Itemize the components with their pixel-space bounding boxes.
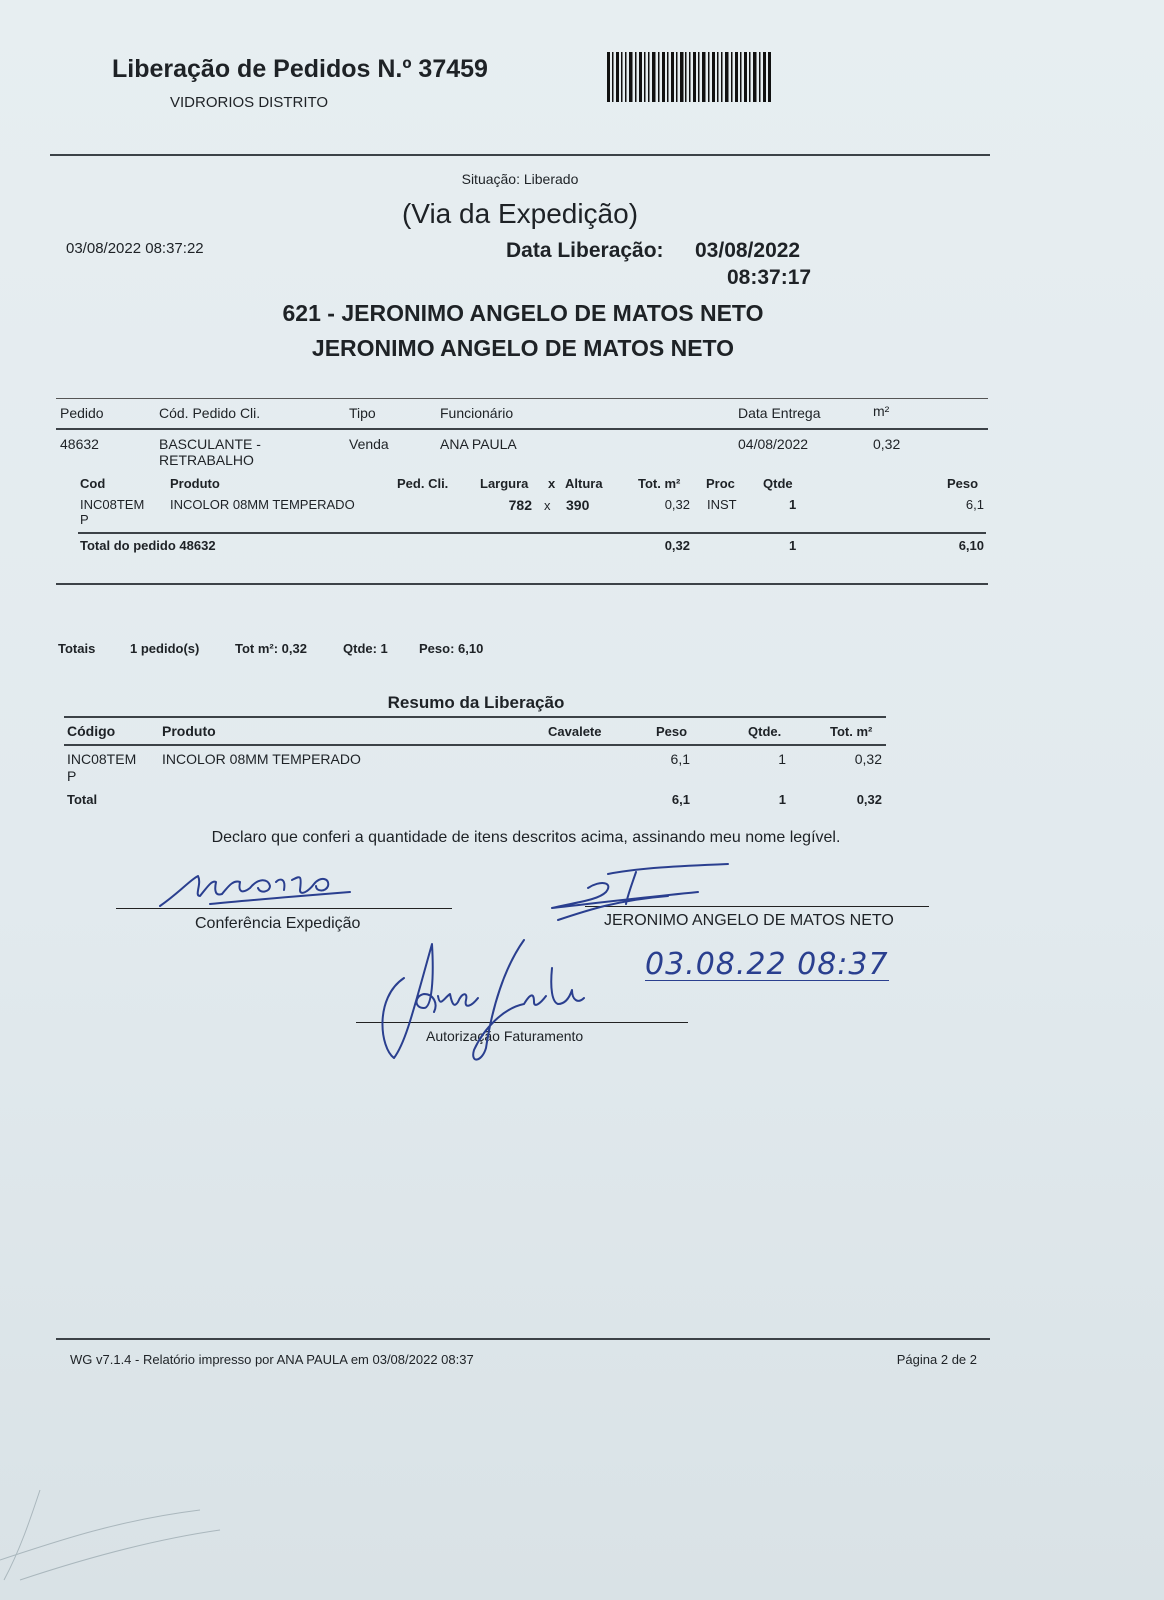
item-produto: INCOLOR 08MM TEMPERADO xyxy=(170,497,355,512)
summary-codigo-2: P xyxy=(67,768,77,784)
cliente-signature xyxy=(548,860,768,940)
col-m2: m² xyxy=(873,403,890,419)
summary-col-qtde: Qtde. xyxy=(748,724,782,739)
item-col-ped-cli: Ped. Cli. xyxy=(397,476,449,491)
data-liberacao-time: 08:37:17 xyxy=(727,266,812,289)
via-label: (Via da Expedição) xyxy=(401,198,639,229)
item-total-rule xyxy=(78,532,986,534)
autorizacao-signature xyxy=(374,938,604,1068)
item-col-peso: Peso xyxy=(947,476,979,491)
footer-page-number: Página 2 de 2 xyxy=(896,1352,977,1367)
print-datetime: 03/08/2022 08:37:22 xyxy=(66,240,204,257)
col-tipo: Tipo xyxy=(349,405,376,421)
barcode xyxy=(607,52,772,102)
summary-produto: INCOLOR 08MM TEMPERADO xyxy=(162,751,361,767)
order-pedido: 48632 xyxy=(60,436,99,452)
summary-col-produto: Produto xyxy=(162,723,216,739)
item-col-x: x xyxy=(548,476,556,491)
item-col-cod: Cod xyxy=(80,476,106,491)
item-col-altura: Altura xyxy=(565,476,603,491)
summary-title: Resumo da Liberação xyxy=(387,693,565,712)
paper-scratch-marks xyxy=(0,1480,240,1590)
summary-peso: 6,1 xyxy=(670,751,690,767)
totals-label: Totais xyxy=(58,641,96,656)
situacao-label: Situação: Liberado xyxy=(461,171,579,187)
item-col-proc: Proc xyxy=(706,476,735,491)
header-divider xyxy=(50,154,990,156)
client-code-name: 621 - JERONIMO ANGELO DE MATOS NETO xyxy=(282,300,764,326)
item-altura: 390 xyxy=(566,497,590,513)
summary-col-cavalete: Cavalete xyxy=(548,724,602,739)
totals-qtde: Qtde: 1 xyxy=(343,641,388,656)
totals-pedidos: 1 pedido(s) xyxy=(130,641,200,656)
order-data-entrega: 04/08/2022 xyxy=(738,436,809,452)
cliente-label: JERONIMO ANGELO DE MATOS NETO xyxy=(604,912,894,929)
item-largura: 782 xyxy=(508,497,532,513)
conferencia-label: Conferência Expedição xyxy=(195,915,361,932)
order-total-peso: 6,10 xyxy=(958,538,984,553)
item-cod-1: INC08TEM xyxy=(80,497,145,512)
item-x: x xyxy=(544,498,551,513)
col-pedido: Pedido xyxy=(60,405,104,421)
order-tipo: Venda xyxy=(349,436,389,452)
order-table-bottom-rule xyxy=(56,583,988,585)
col-cod-pedido-cli: Cód. Pedido Cli. xyxy=(159,405,261,421)
order-m2: 0,32 xyxy=(873,436,901,452)
item-tot-m2: 0,32 xyxy=(664,497,690,512)
summary-col-peso: Peso xyxy=(656,724,688,739)
summary-total-tot-m2: 0,32 xyxy=(856,792,882,807)
company-name: VIDRORIOS DISTRITO xyxy=(170,94,329,111)
data-liberacao-label: Data Liberação: xyxy=(506,239,664,262)
item-proc: INST xyxy=(707,497,737,512)
item-col-produto: Produto xyxy=(170,476,220,491)
order-funcionario: ANA PAULA xyxy=(440,436,517,452)
summary-header-rule xyxy=(64,744,886,746)
summary-col-tot-m2: Tot. m² xyxy=(830,724,873,739)
data-liberacao-date: 03/08/2022 xyxy=(695,239,801,262)
summary-qtde: 1 xyxy=(778,751,786,767)
summary-top-rule xyxy=(64,716,886,718)
item-col-largura: Largura xyxy=(480,476,529,491)
order-total-qtde: 1 xyxy=(789,538,797,553)
col-data-entrega: Data Entrega xyxy=(738,405,821,421)
summary-codigo-1: INC08TEM xyxy=(67,751,137,767)
order-cod-cli-2: RETRABALHO xyxy=(159,452,254,468)
totals-m2: Tot m²: 0,32 xyxy=(235,641,307,656)
totals-peso: Peso: 6,10 xyxy=(419,641,484,656)
client-name: JERONIMO ANGELO DE MATOS NETO xyxy=(311,335,735,361)
item-col-qtde: Qtde xyxy=(763,476,793,491)
order-table-header-rule xyxy=(56,428,988,430)
order-cod-cli-1: BASCULANTE - xyxy=(159,436,261,452)
summary-col-codigo: Código xyxy=(67,723,116,739)
footer-printed-by: WG v7.1.4 - Relatório impresso por ANA PAULA em 03/08/2022 08:37 xyxy=(70,1352,474,1367)
item-cod-2: P xyxy=(80,512,89,527)
item-qtde: 1 xyxy=(789,497,797,512)
summary-total-peso: 6,1 xyxy=(671,792,690,807)
order-table-top-rule xyxy=(56,398,988,399)
declaration-text: Declaro que conferi a quantidade de itens descritos acima, assinando meu nome legível. xyxy=(211,829,841,846)
summary-total-qtde: 1 xyxy=(778,792,786,807)
handwritten-date: 03.08.22 08:37 xyxy=(645,947,889,982)
summary-tot-m2: 0,32 xyxy=(854,751,882,767)
footer-rule xyxy=(56,1338,990,1340)
item-col-tot-m2: Tot. m² xyxy=(638,476,681,491)
order-total-label: Total do pedido 48632 xyxy=(80,538,216,553)
summary-total-label: Total xyxy=(67,792,98,807)
order-total-m2: 0,32 xyxy=(664,538,690,553)
autorizacao-label: Autorização Faturamento xyxy=(426,1028,584,1044)
col-funcionario: Funcionário xyxy=(440,405,514,421)
conferencia-signature xyxy=(150,862,380,912)
document-title: Liberação de Pedidos N.º 37459 xyxy=(112,55,488,83)
item-peso: 6,1 xyxy=(965,497,984,512)
